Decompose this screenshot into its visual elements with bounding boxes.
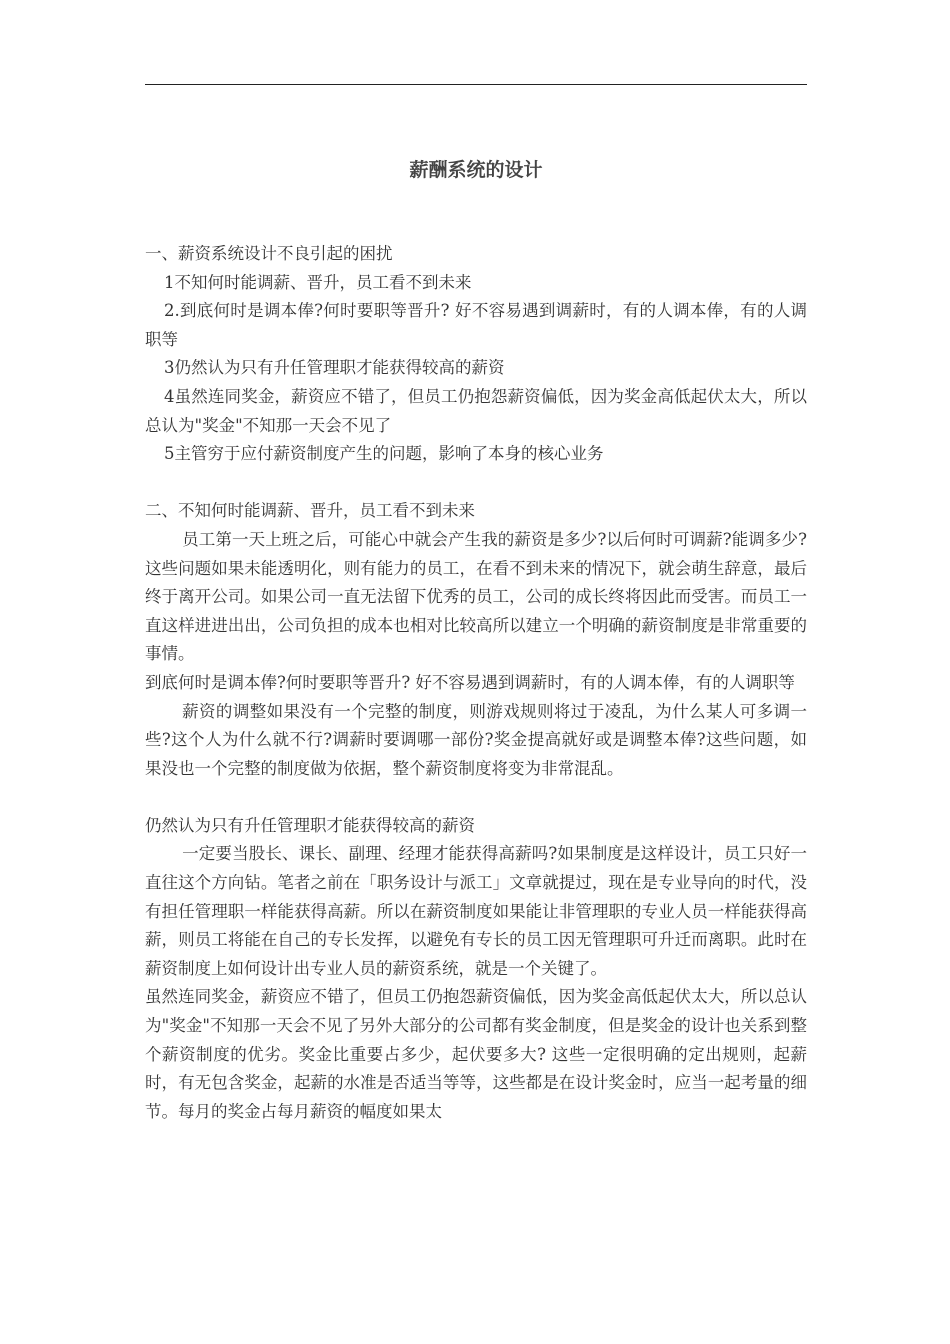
document-page (145, 150, 807, 1126)
body-paragraph: 薪资的调整如果没有一个完整的制度，则游戏规则将过于凌乱，为什么某人可多调一些?这个人为什么就不行?调薪时要调哪一部份?奖金提高就好或是调整本俸?这些问题，如果没也一个完整的制度做为依据，整个薪资制度将变为非常混乱。 (145, 701, 807, 778)
paragraph-spacer (145, 469, 807, 498)
subheading: 到底何时是调本俸?何时要职等晋升? 好不容易遇到调薪时，有的人调本俸，有的人调职等 (145, 672, 795, 692)
body-paragraph: 员工第一天上班之后，可能心中就会产生我的薪资是多少?以后何时可调薪?能调多少?这些问题如果未能透明化，则有能力的员工，在看不到未来的情况下，就会萌生辞意，最后终于离开公司。如果公司一直无法留下优秀的员工，公司的成长终将因此而受害。而员工一直这样进进出出，公司负担的成本也相对比较高所以建立一个明确的薪资制度是非常重要的事情。 (145, 529, 807, 664)
list-item-1: 1不知何时能调薪、晋升，员工看不到未来 (163, 272, 472, 292)
subheading: 仍然认为只有升任管理职才能获得较高的薪资 (145, 815, 475, 835)
list-item-5: 5主管穷于应付薪资制度产生的问题，影响了本身的核心业务 (163, 444, 604, 464)
list-item-2: 2.到底何时是调本俸?何时要职等晋升? 好不容易遇到调薪时，有的人调本俸，有的人调职等 (145, 301, 807, 349)
list-item-4: 4虽然连同奖金，薪资应不错了，但员工仍抱怨薪资偏低，因为奖金高低起伏太大，所以总认为"奖金"不知那一天会不见了 (145, 386, 807, 435)
document-title: 薪酬系统的设计 (409, 159, 543, 181)
body-paragraph: 一定要当股长、课长、副理、经理才能获得高薪吗?如果制度是这样设计，员工只好一直往这个方向钻。笔者之前在「职务设计与派工」文章就提过，现在是专业导向的时代，没有担任管理职一样能获得高薪。所以在薪资制度如果能让非管理职的专业人员一样能获得高薪，则员工将能在自己的专长发挥，以避免有专长的员工因无管理职可升迁而离职。此时在薪资制度上如何设计出专业人员的薪资系统，就是一个关键了。 (145, 844, 807, 978)
section-heading-1: 一、薪资系统设计不良引起的困扰 (145, 244, 393, 263)
section-heading-2: 二、不知何时能调薪、晋升，员工看不到未来 (145, 501, 475, 521)
document-body (145, 240, 807, 1126)
body-paragraph: 虽然连同奖金，薪资应不错了，但员工仍抱怨薪资偏低，因为奖金高低起伏太大，所以总认为"奖金"不知那一天会不见了另外大部分的公司都有奖金制度，但是奖金的设计也关系到整个薪资制度的优劣。奖金比重要占多少，起伏要多大? 这些一定很明确的定出规则，起薪时，有无包含奖金，起薪的水准是否适当等等，这些都是在设计奖金时，应当一起考量的细节。每月的奖金占每月薪资的幅度如果太 (145, 987, 807, 1121)
paragraph-spacer (145, 783, 807, 812)
header-rule (145, 84, 807, 85)
list-item-3: 3仍然认为只有升任管理职才能获得较高的薪资 (163, 358, 505, 378)
